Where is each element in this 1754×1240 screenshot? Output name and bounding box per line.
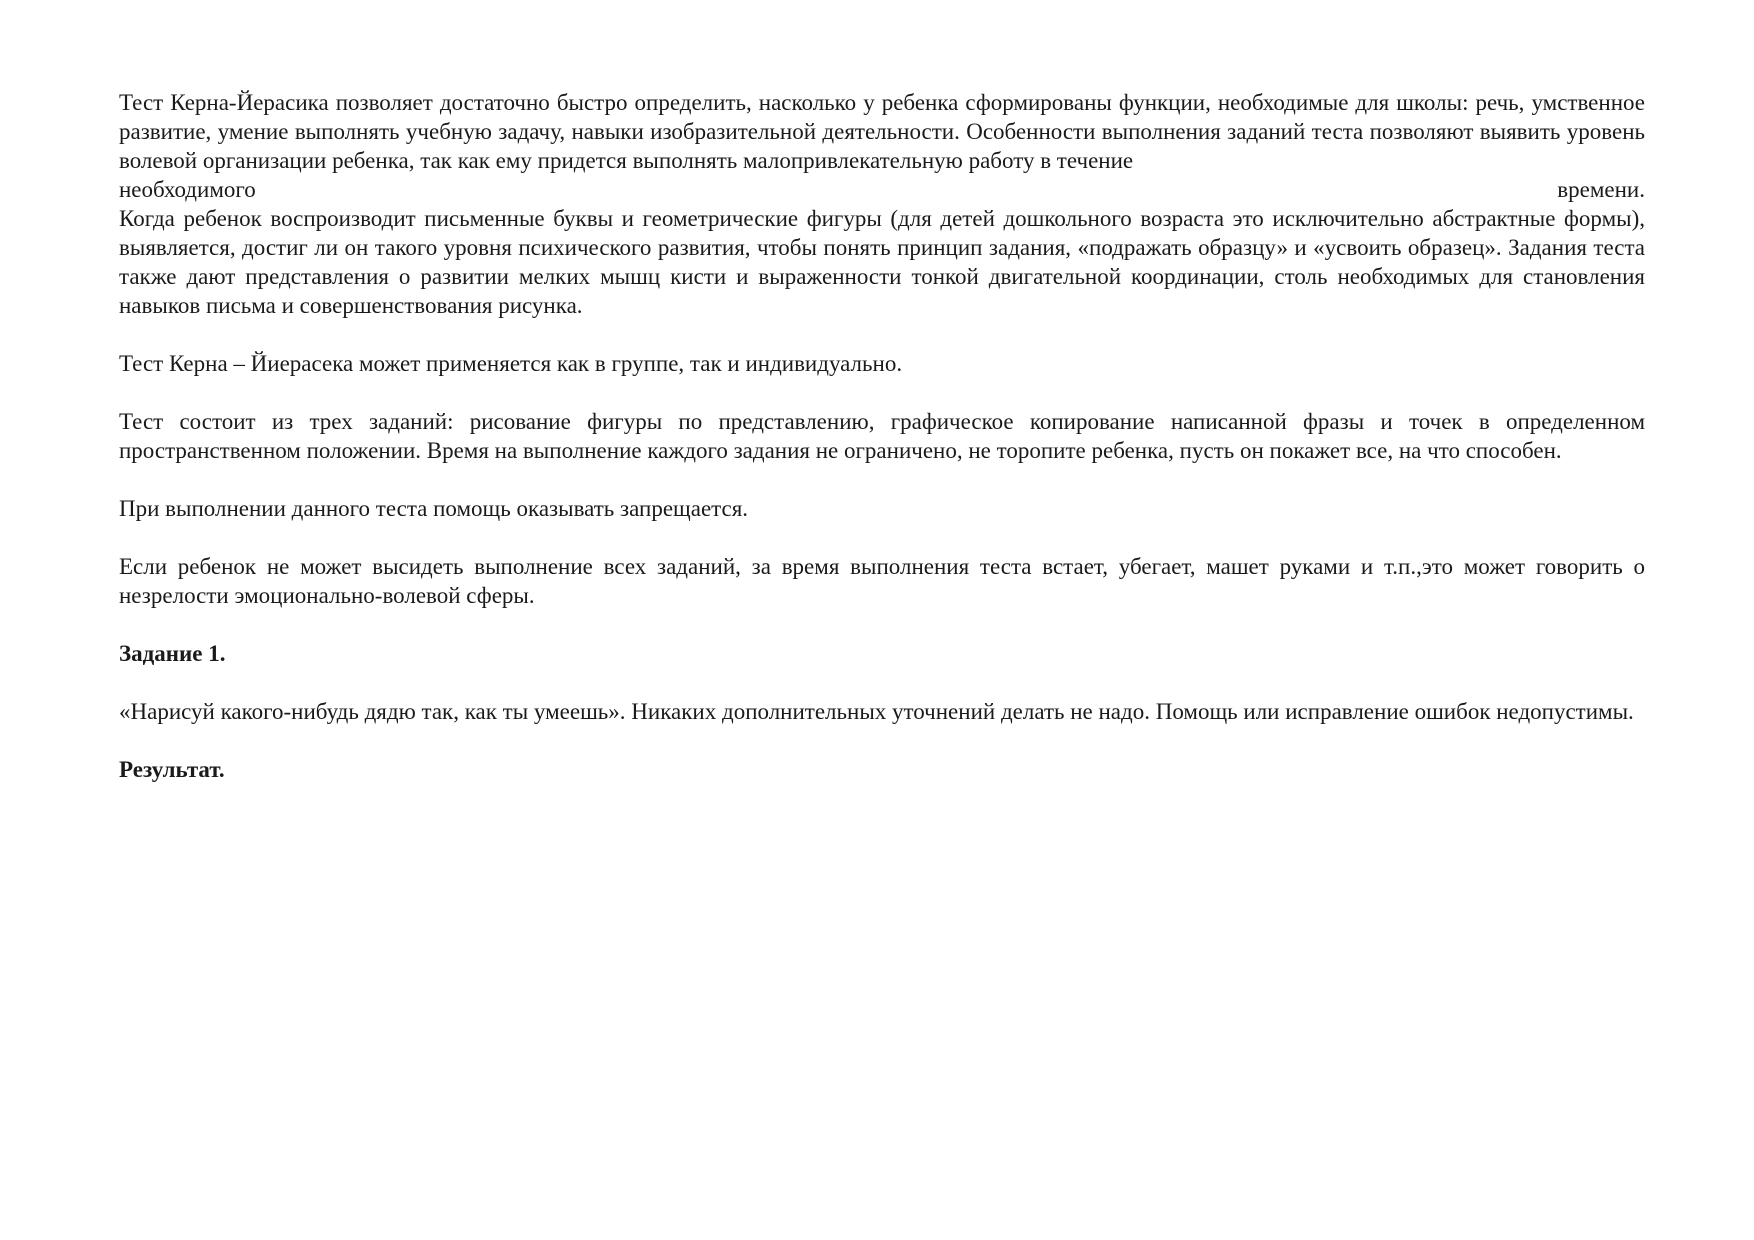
task-1-text: «Нарисуй какого-нибудь дядю так, как ты умеешь». Никаких дополнительных уточнений делать не надо. Помощь или исправление ошибок недопустимы. <box>119 699 1634 724</box>
paragraph-three-tasks: Тест состоит из трех заданий: рисование фигуры по представлению, графическое копирование написанной фразы и точек в определенном пространственном положении. Время на выполнение каждого задания не ограничено, не торопите ребенка, пусть он покажет все, на что способен. <box>119 409 1645 463</box>
task-1-heading: Задание 1. <box>119 641 226 666</box>
intro-paragraph: Тест Керна-Йерасика позволяет достаточно быстро определить, насколько у ребенка сформированы функции, необходимые для школы: речь, умственное развитие, умение выполнять учебную задачу, навыки изобразительной деятельности. Особенности выполнения заданий теста позволяют выявить уровень волевой организации ребенка, так как ему придется выполнять малопривлекательную работу в течение <box>119 90 1645 173</box>
paragraph-group-use: Тест Керна – Йиерасека может применяется как в группе, так и индивидуально. <box>119 351 903 376</box>
paragraph-visual-motor: Когда ребенок воспроизводит письменные буквы и геометрические фигуры (для детей дошкольного возраста это исключительно абстрактные формы), выявляется, достиг ли он такого уровня психического развития, чтобы понять принцип задания, «подражать образцу» и «усвоить образец». Задания теста также дают представления о развитии мелких мышц кисти и выраженности тонкой двигательной координации, столь необходимых для становления навыков письма и совершенствования рисунка. <box>119 206 1645 318</box>
result-heading: Результат. <box>119 757 225 782</box>
document-page <box>119 88 1645 813</box>
paragraph-no-help: При выполнении данного теста помощь оказывать запрещается. <box>119 496 749 521</box>
intro-last-line-right: времени. <box>1557 177 1645 202</box>
paragraph-immaturity: Если ребенок не может высидеть выполнение всех заданий, за время выполнения теста встает, убегает, машет руками и т.п.,это может говорить о незрелости эмоционально-волевой сферы. <box>119 554 1645 608</box>
intro-last-line-left: необходимого <box>119 177 256 202</box>
intro-paragraph-last-line <box>119 175 1645 204</box>
